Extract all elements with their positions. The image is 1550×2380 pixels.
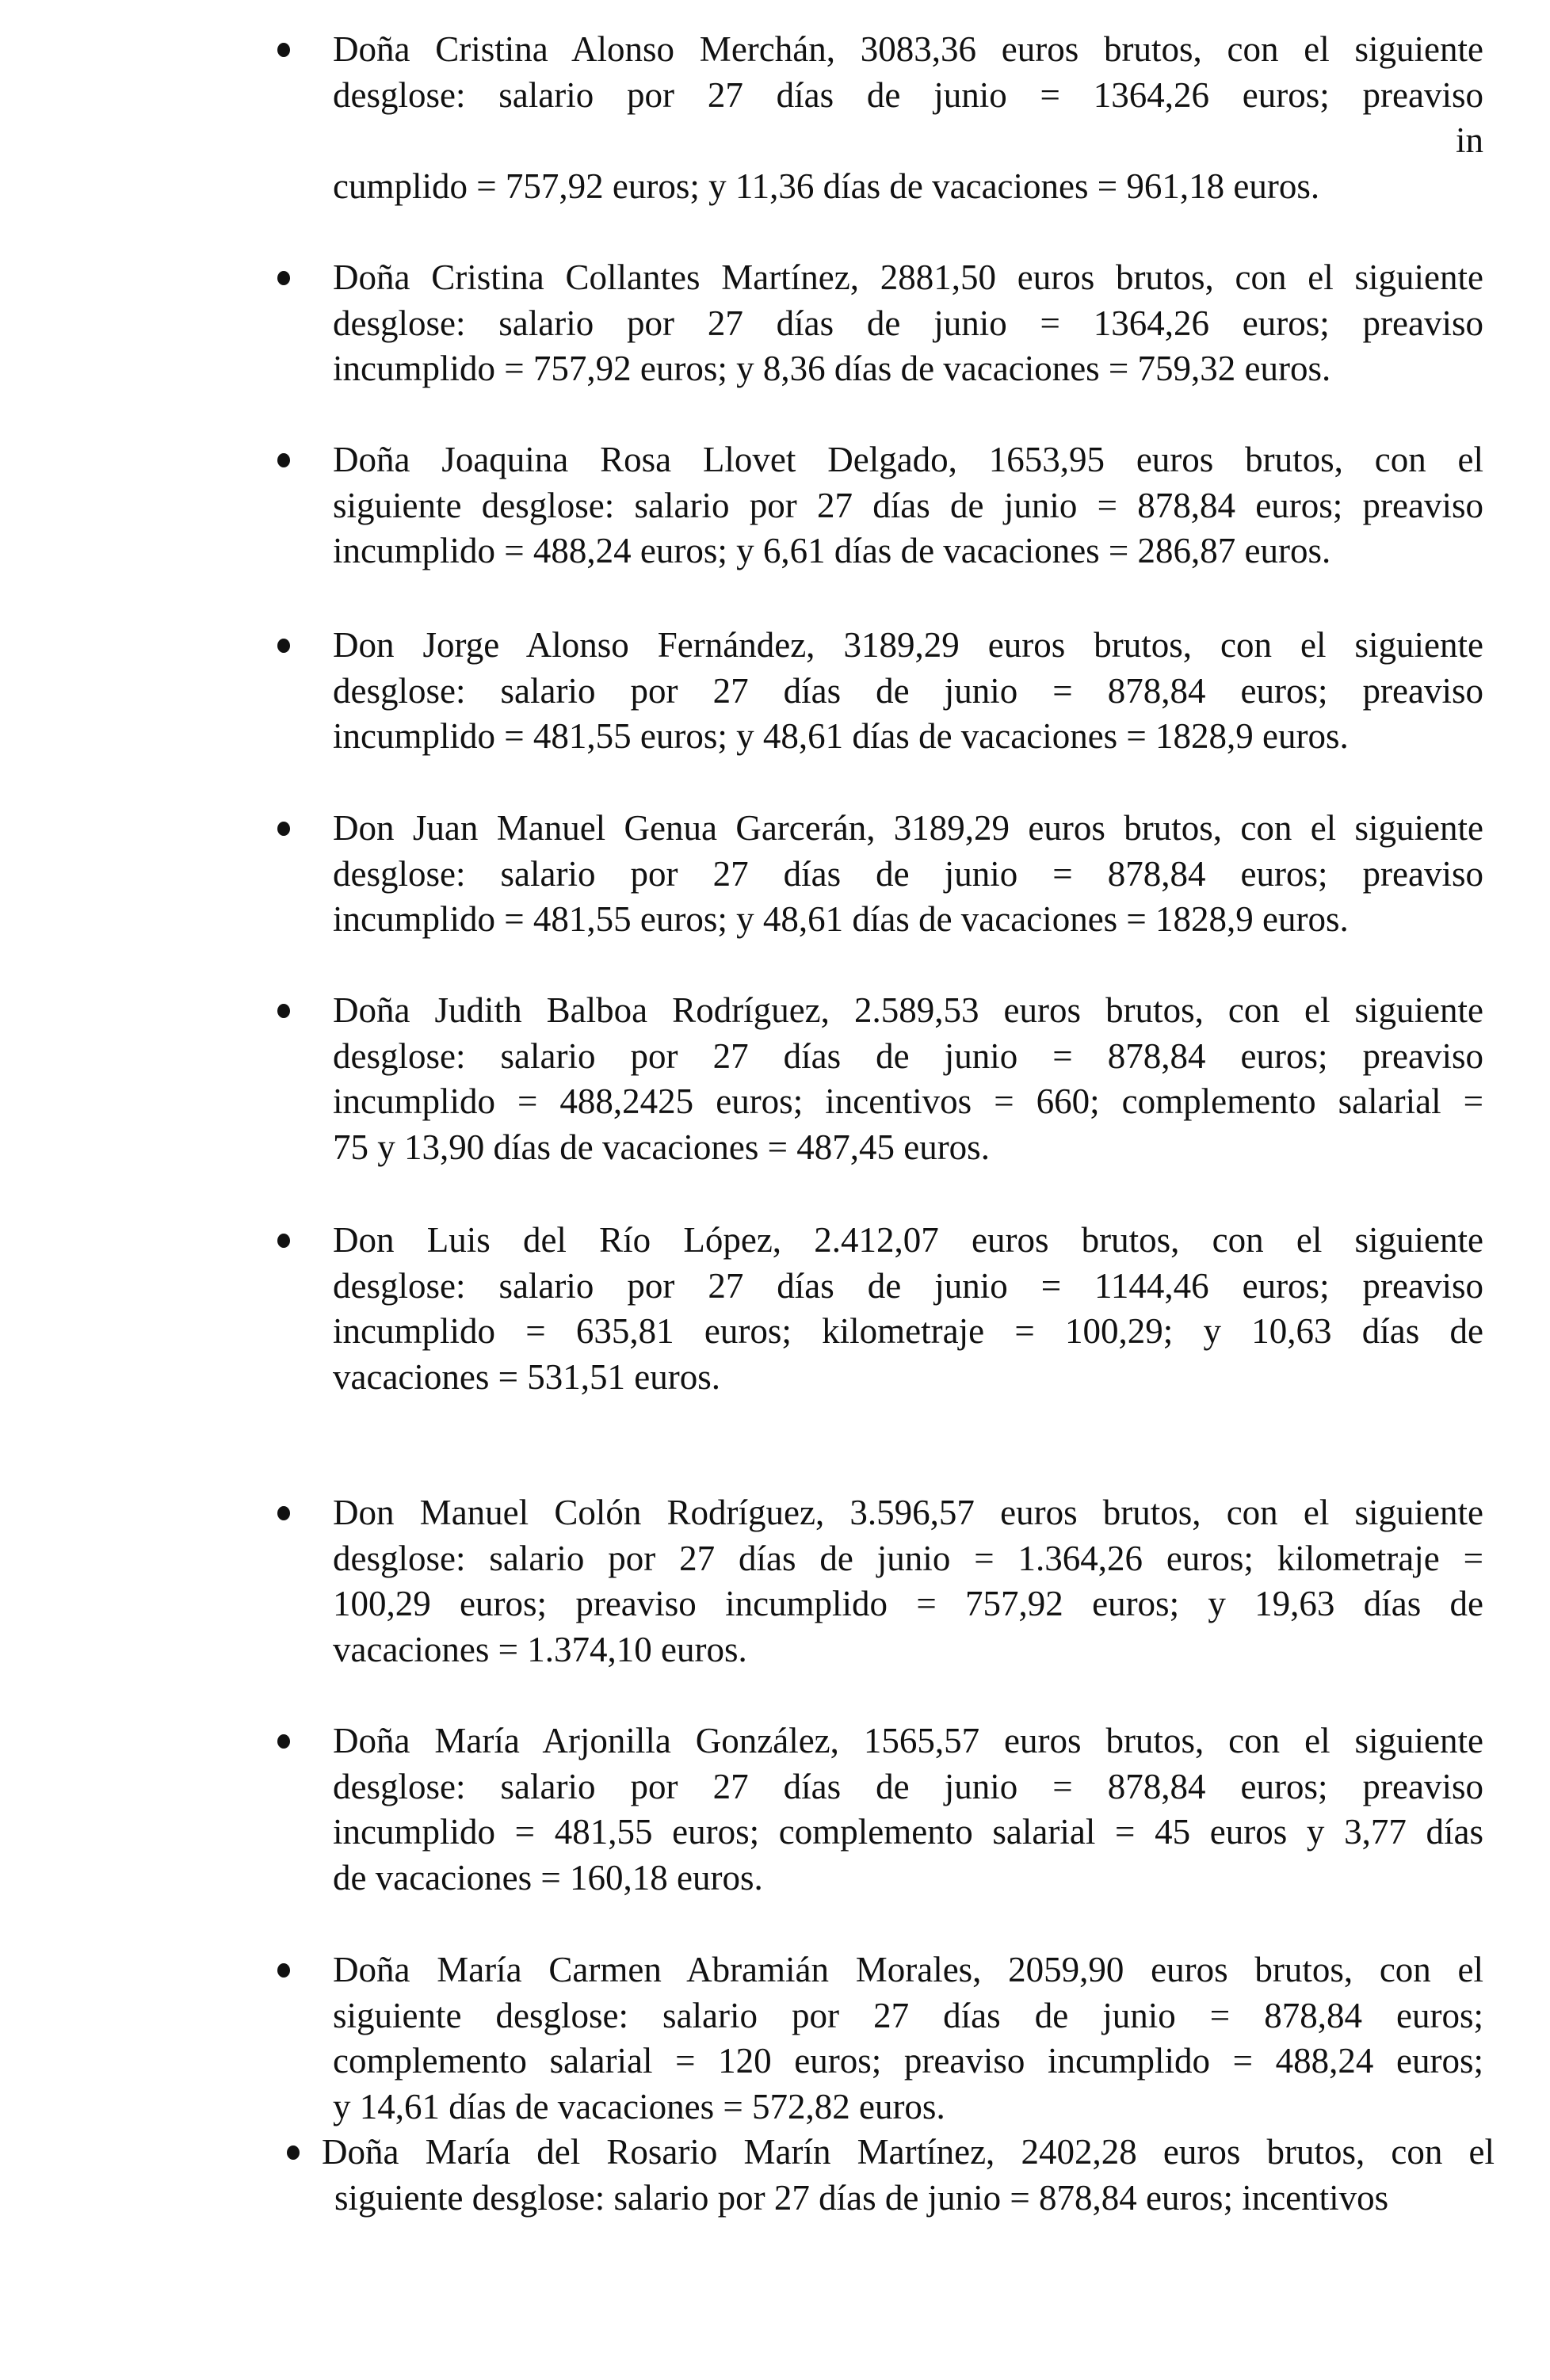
bullet-icon (277, 1004, 290, 1018)
list-item (333, 437, 1483, 574)
text-line: Don Juan Manuel Genua Garcerán, 3189,29 euros brutos, con el siguiente (333, 808, 1483, 848)
text-line: Doña Judith Balboa Rodríguez, 2.589,53 euros brutos, con el siguiente (333, 990, 1483, 1030)
text-line: incumplido = 488,24 euros; y 6,61 días de vacaciones = 286,87 euros. (333, 531, 1331, 570)
text-line: Doña Cristina Alonso Merchán, 3083,36 euros brutos, con el siguiente (333, 29, 1483, 69)
text-line: desglose: salario por 27 días de junio = 878,84 euros; preaviso (333, 670, 1483, 711)
list-item (333, 1218, 1483, 1400)
list-item (333, 1947, 1483, 2130)
text-line: cumplido = 757,92 euros; y 11,36 días de vacaciones = 961,18 euros. (333, 166, 1320, 206)
text-line: incumplido = 481,55 euros; y 48,61 días de vacaciones = 1828,9 euros. (333, 716, 1349, 756)
bullet-icon (277, 822, 290, 836)
list-item (333, 623, 1483, 760)
text-line: desglose: salario por 27 días de junio = 878,84 euros; preaviso (333, 1036, 1483, 1076)
list-item (333, 255, 1483, 392)
list-item (322, 2130, 1495, 2221)
text-line: Doña María del Rosario Marín Martínez, 2402,28 euros brutos, con el (322, 2132, 1495, 2172)
text-line: 100,29 euros; preaviso incumplido = 757,92 euros; y 19,63 días de (333, 1584, 1483, 1623)
text-line: Doña María Carmen Abramián Morales, 2059,90 euros brutos, con el (333, 1950, 1483, 1989)
text-line: desglose: salario por 27 días de junio = 1144,46 euros; preaviso (333, 1265, 1483, 1306)
text-line: incumplido = 481,55 euros; complemento salarial = 45 euros y 3,77 días (333, 1812, 1483, 1852)
text-line: Doña Joaquina Rosa Llovet Delgado, 1653,95 euros brutos, con el (333, 440, 1483, 479)
text-line: in (1455, 120, 1483, 160)
text-line: siguiente desglose: salario por 27 días de junio = 878,84 euros; (333, 1995, 1483, 2035)
text-line: vacaciones = 531,51 euros. (333, 1356, 720, 1397)
bullet-icon (277, 271, 290, 285)
bullet-icon (277, 1734, 290, 1749)
bullet-icon (277, 639, 290, 653)
list-item (333, 1718, 1483, 1901)
text-line: Don Jorge Alonso Fernández, 3189,29 euros brutos, con el siguiente (333, 625, 1483, 665)
text-line: desglose: salario por 27 días de junio = 878,84 euros; preaviso (333, 1766, 1483, 1806)
bullet-icon (277, 1963, 290, 1978)
bullet-icon (277, 43, 290, 57)
text-line: Don Manuel Colón Rodríguez, 3.596,57 euros brutos, con el siguiente (333, 1493, 1483, 1532)
text-line: Doña Cristina Collantes Martínez, 2881,50 euros brutos, con el siguiente (333, 257, 1483, 297)
text-line: Doña María Arjonilla González, 1565,57 euros brutos, con el siguiente (333, 1721, 1483, 1760)
text-line: incumplido = 635,81 euros; kilometraje = 100,29; y 10,63 días de (333, 1311, 1483, 1351)
text-line: complemento salarial = 120 euros; preaviso incumplido = 488,24 euros; (333, 2041, 1483, 2081)
text-line: desglose: salario por 27 días de junio = 1.364,26 euros; kilometraje = (333, 1538, 1483, 1578)
list-item (333, 988, 1483, 1170)
text-line: incumplido = 481,55 euros; y 48,61 días de vacaciones = 1828,9 euros. (333, 899, 1349, 939)
text-line: incumplido = 757,92 euros; y 8,36 días de vacaciones = 759,32 euros. (333, 349, 1331, 388)
text-line: de vacaciones = 160,18 euros. (333, 1857, 763, 1898)
list-item (333, 806, 1483, 943)
bullet-icon (277, 1506, 290, 1520)
bullet-icon (277, 1234, 290, 1248)
text-line: desglose: salario por 27 días de junio = 1364,26 euros; preaviso (333, 303, 1483, 343)
text-line: y 14,61 días de vacaciones = 572,82 euros. (333, 2086, 945, 2126)
bullet-icon (277, 453, 290, 467)
text-line: 75 y 13,90 días de vacaciones = 487,45 euros. (333, 1127, 990, 1167)
text-line: incumplido = 488,2425 euros; incentivos = 660; complemento salarial = (333, 1081, 1483, 1121)
list-item (333, 27, 1483, 209)
text-line: desglose: salario por 27 días de junio = 1364,26 euros; preaviso (333, 74, 1483, 115)
bullet-icon (287, 2145, 300, 2160)
list-item (333, 1490, 1483, 1672)
text-line: vacaciones = 1.374,10 euros. (333, 1629, 747, 1669)
text-line: Don Luis del Río López, 2.412,07 euros brutos, con el siguiente (333, 1220, 1483, 1260)
text-line: desglose: salario por 27 días de junio = 878,84 euros; preaviso (333, 853, 1483, 894)
text-line: siguiente desglose: salario por 27 días de junio = 878,84 euros; incentivos (334, 2177, 1389, 2218)
text-line: siguiente desglose: salario por 27 días de junio = 878,84 euros; preaviso (333, 485, 1483, 525)
